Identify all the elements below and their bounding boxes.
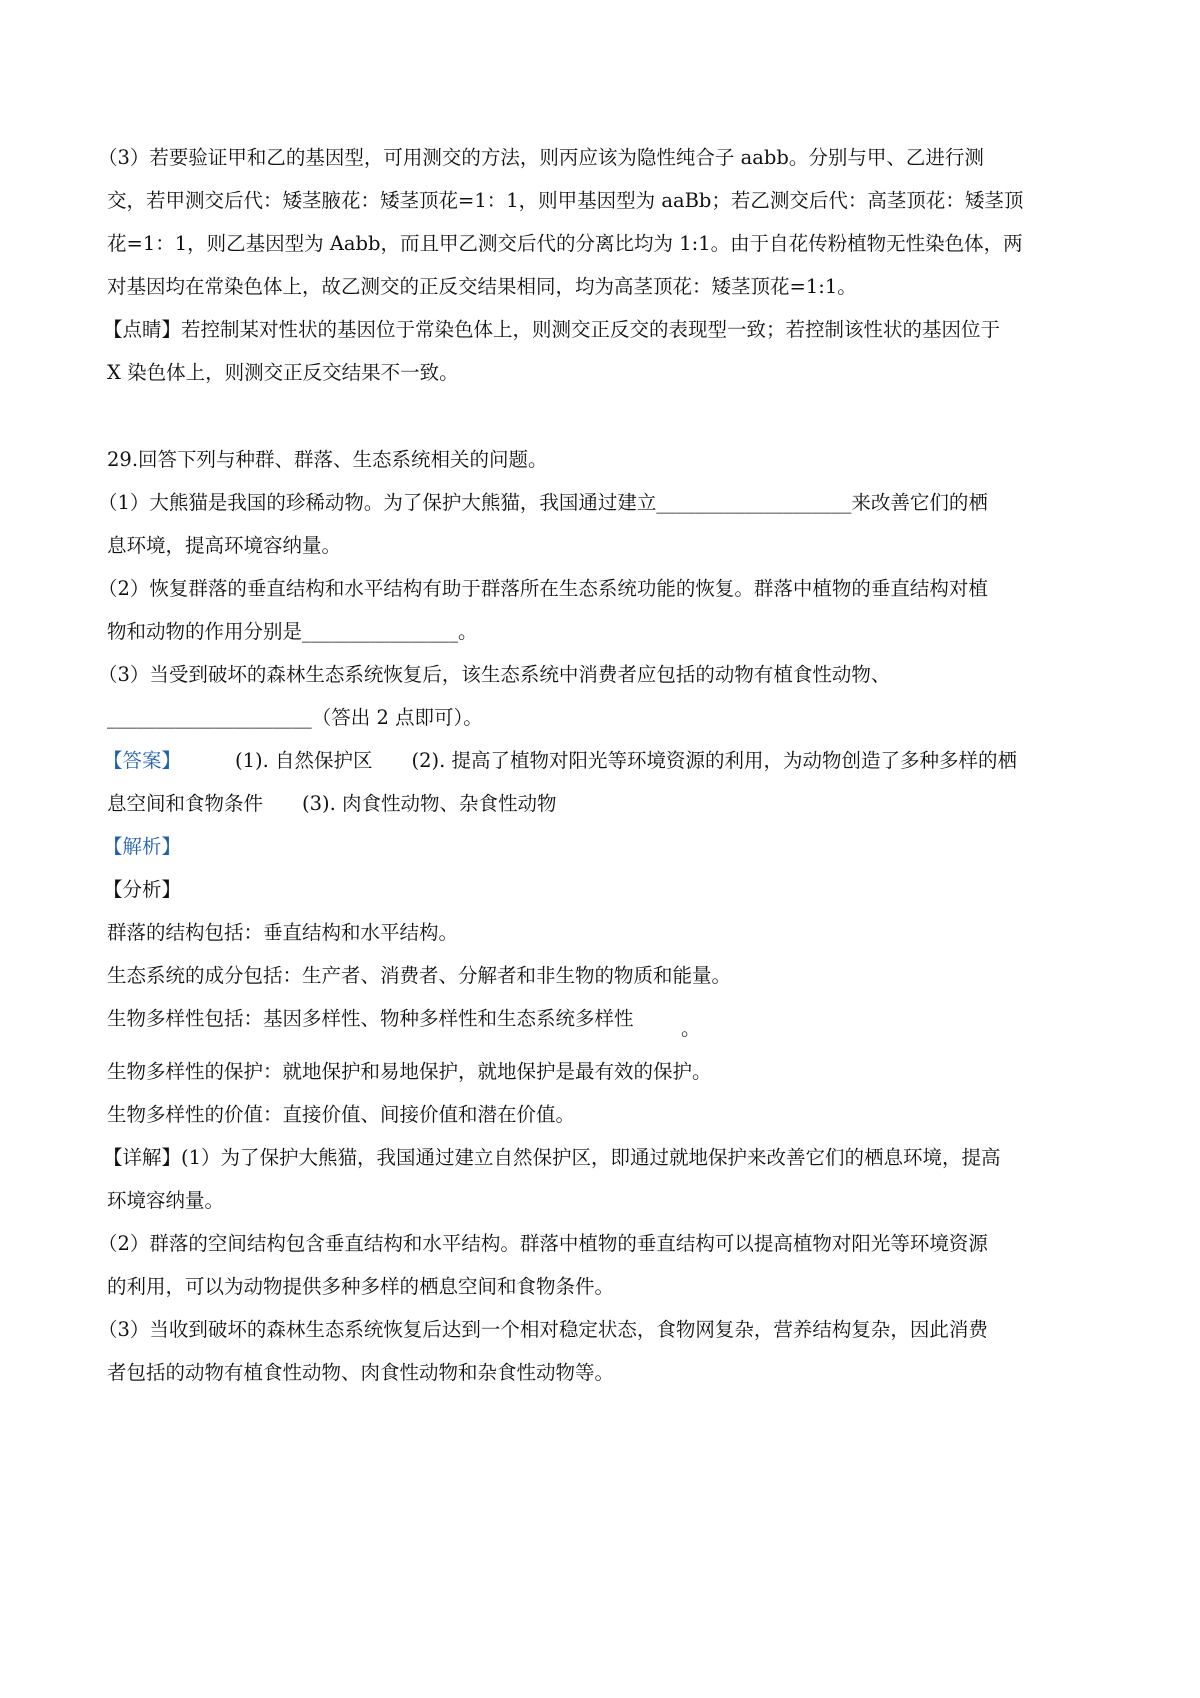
detail-1-line-1: 【详解】(1）为了保护大熊猫，我国通过建立自然保护区，即通过就地保护来改善它们的栖息环境，提高 [103, 1146, 1001, 1169]
detail-2-line-2: 的利用，可以为动物提供多种多样的栖息空间和食物条件。 [107, 1275, 615, 1298]
fenxi-point-3-mark: 。 [681, 1017, 701, 1040]
detail-3-line-1: （3）当收到破坏的森林生态系统恢复后达到一个相对稳定状态，食物网复杂，营养结构复杂，因此消费 [98, 1318, 988, 1341]
q29-sub2-line-2: 物和动物的作用分别是________________。 [107, 620, 478, 643]
answer-line-2: 息空间和食物条件 (3). 肉食性动物、杂食性动物 [107, 792, 557, 815]
detail-1-line-2: 环境容纳量。 [107, 1189, 225, 1212]
q29-sub3-line-2: _____________________（答出 2 点即可）。 [107, 706, 483, 729]
fenxi-point-1: 群落的结构包括：垂直结构和水平结构。 [107, 921, 459, 944]
answer-label: 【答案】 [103, 749, 182, 772]
detail-3-line-2: 者包括的动物有植食性动物、肉食性动物和杂食性动物等。 [107, 1361, 615, 1384]
q29-sub1-line-1: （1）大熊猫是我国的珍稀动物。为了保护大熊猫，我国通过建立____________________来改善它们的栖 [98, 491, 988, 514]
fenxi-label: 【分析】 [103, 878, 182, 901]
q29-sub3-line-1: （3）当受到破坏的森林生态系统恢复后，该生态系统中消费者应包括的动物有植食性动物、 [98, 663, 891, 686]
p3-line-2: 交，若甲测交后代：矮茎腋花：矮茎顶花=1：1，则甲基因型为 aaBb；若乙测交后代：高茎顶花：矮茎顶 [107, 189, 1024, 212]
p3-line-3: 花=1：1，则乙基因型为 Aabb，而且甲乙测交后代的分离比均为 1:1。由于自花传粉植物无性染色体，两 [107, 232, 1023, 255]
fenxi-point-2: 生态系统的成分包括：生产者、消费者、分解者和非生物的物质和能量。 [107, 964, 732, 987]
note-line-2: X 染色体上，则测交正反交结果不一致。 [107, 361, 459, 384]
q29-sub1-line-2: 息环境，提高环境容纳量。 [107, 534, 342, 557]
fenxi-point-4: 生物多样性的保护：就地保护和易地保护，就地保护是最有效的保护。 [107, 1060, 712, 1083]
answer-line-1: (1). 自然保护区 (2). 提高了植物对阳光等环境资源的利用，为动物创造了多种多样的栖 [235, 749, 1018, 772]
fenxi-point-5: 生物多样性的价值：直接价值、间接价值和潜在价值。 [107, 1103, 576, 1126]
detail-2-line-1: （2）群落的空间结构包含垂直结构和水平结构。群落中植物的垂直结构可以提高植物对阳光等环境资源 [98, 1232, 988, 1255]
q29-sub2-line-1: （2）恢复群落的垂直结构和水平结构有助于群落所在生态系统功能的恢复。群落中植物的垂直结构对植 [98, 577, 988, 600]
p3-line-4: 对基因均在常染色体上，故乙测交的正反交结果相同，均为高茎顶花：矮茎顶花=1:1。 [107, 275, 857, 298]
fenxi-point-3: 生物多样性包括：基因多样性、物种多样性和生态系统多样性 [107, 1007, 634, 1030]
p3-line-1: （3）若要验证甲和乙的基因型，可用测交的方法，则丙应该为隐性纯合子 aabb。分别与甲、乙进行测 [98, 146, 984, 169]
analysis-label: 【解析】 [103, 835, 182, 858]
note-line-1: 【点睛】若控制某对性状的基因位于常染色体上，则测交正反交的表现型一致；若控制该性状的基因位于 [103, 318, 1001, 341]
question-29-title: 29.回答下列与种群、群落、生态系统相关的问题。 [107, 448, 548, 471]
